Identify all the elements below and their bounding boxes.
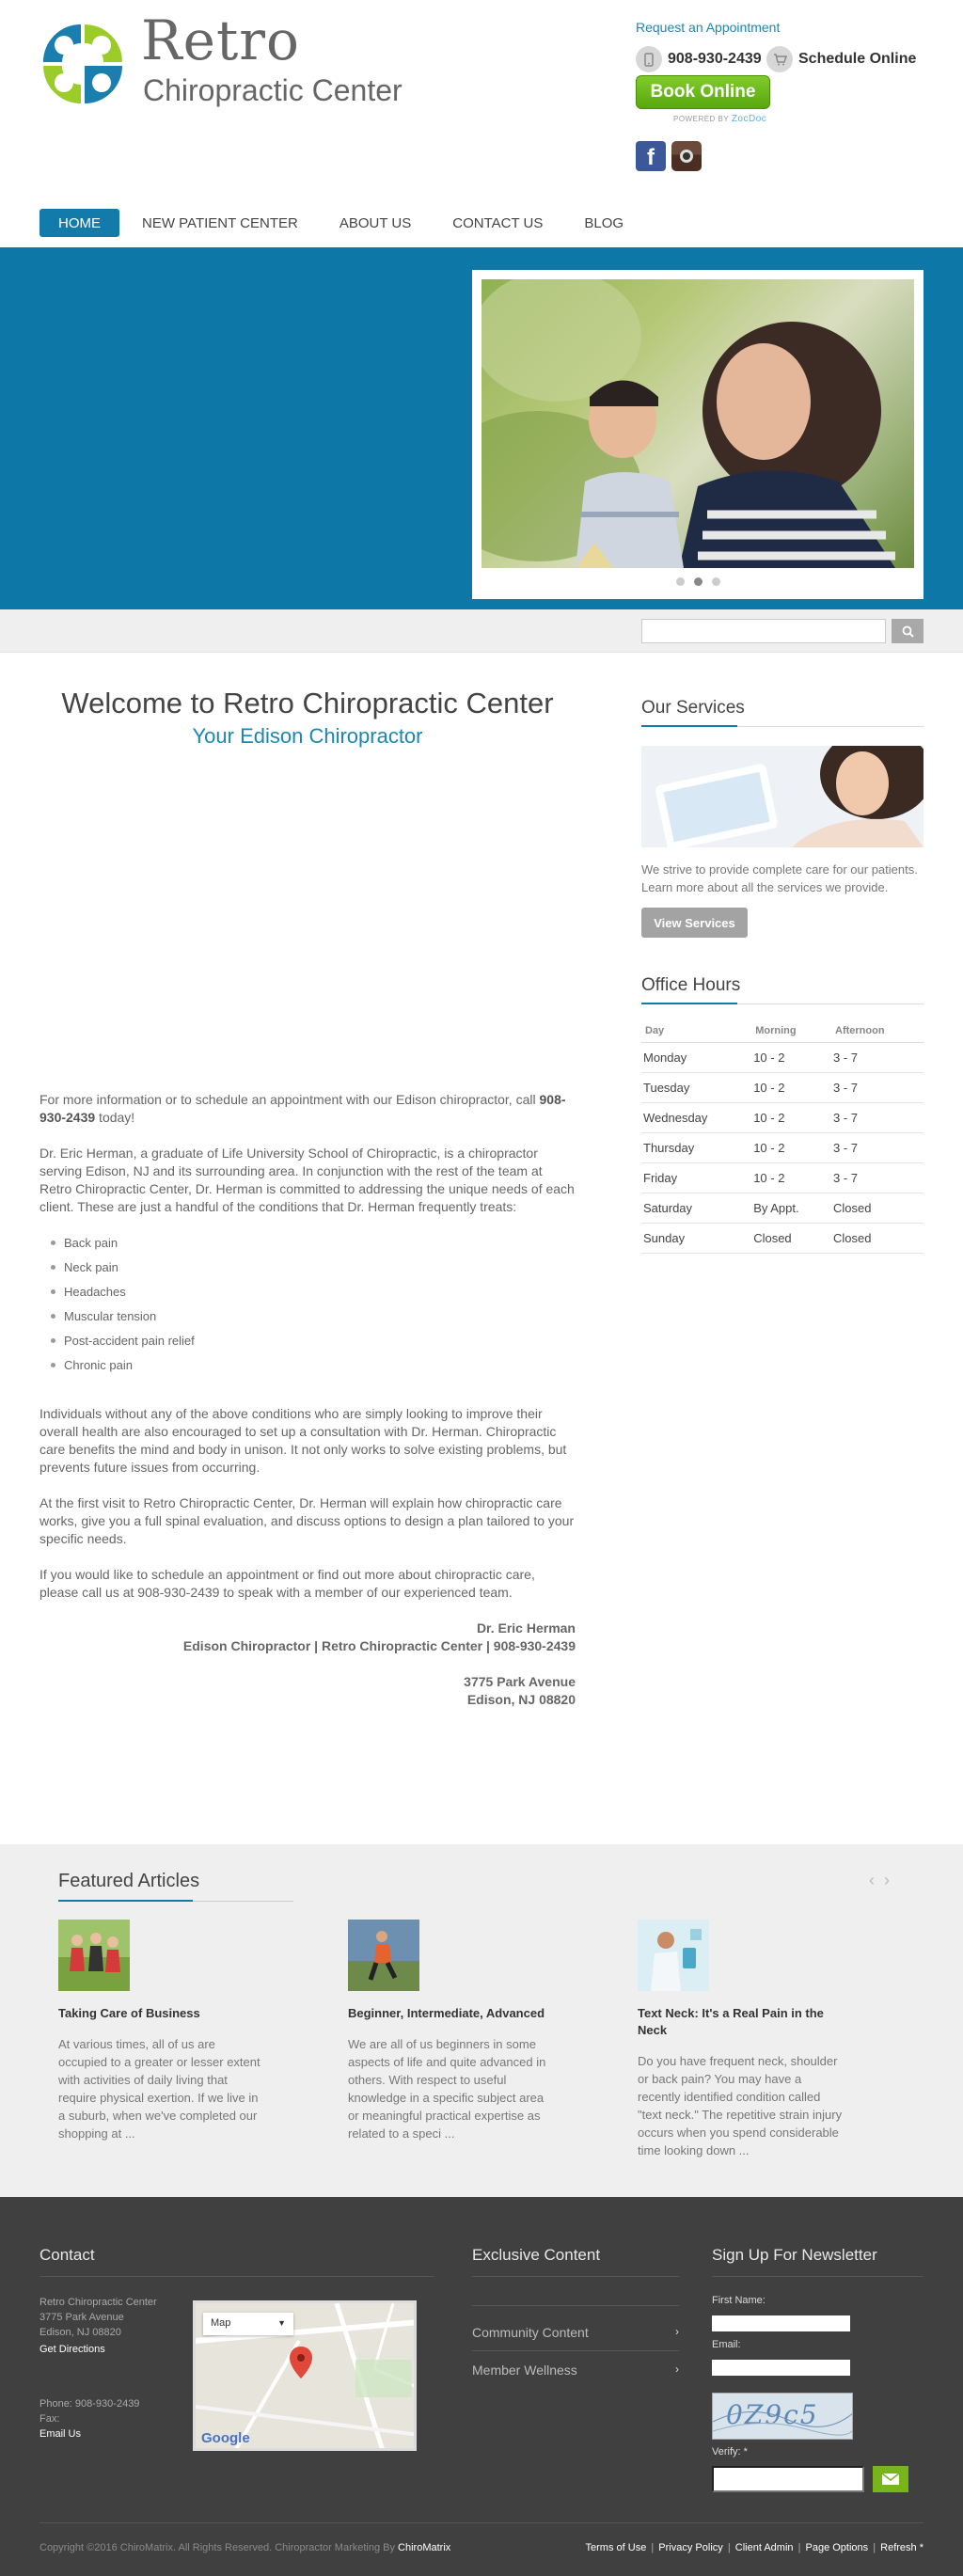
services-text: We strive to provide complete care for our patients. Learn more about all the services we provide. xyxy=(641,862,918,894)
site-header xyxy=(0,0,963,198)
footer-divider xyxy=(39,2522,924,2523)
client-admin-link[interactable]: Client Admin xyxy=(734,2542,794,2553)
exclusive-heading: Exclusive Content xyxy=(472,2246,601,2264)
intro-text-post: today! xyxy=(95,1110,135,1125)
email-us-link[interactable]: Email Us xyxy=(39,2428,82,2440)
contact-fax: Fax: xyxy=(39,2413,60,2425)
nav-contact-us[interactable]: CONTACT US xyxy=(452,214,544,231)
carousel-arrows xyxy=(869,1871,899,1890)
location-map[interactable] xyxy=(193,2300,417,2451)
intro-paragraph xyxy=(39,1091,576,1127)
article-excerpt: At various times, all of us are occupied to a greater or lesser extent with activities of daily living that require physical exertion. If we live in a suburb, when we've completed our shopping at ... xyxy=(58,2037,260,2141)
office-hours-table xyxy=(641,1019,924,1254)
article-image[interactable] xyxy=(58,1920,130,1991)
col-afternoon: Afternoon xyxy=(831,1019,924,1043)
main-heading xyxy=(39,687,576,749)
captcha-image xyxy=(712,2393,853,2440)
hours-day: Monday xyxy=(641,1043,751,1073)
contact-name: Retro Chiropractic Center xyxy=(39,2297,157,2308)
get-directions-link[interactable]: Get Directions xyxy=(39,2344,105,2355)
article-excerpt: We are all of us beginners in some aspects of life and quite advanced in others. With respect to useful knowledge in a specific subject area or meaningful practical expertise as related to a speci ... xyxy=(348,2037,546,2141)
schedule-online-label[interactable]: Schedule Online xyxy=(798,51,917,67)
article-card[interactable] xyxy=(348,1920,555,2142)
schedule-online[interactable] xyxy=(766,45,916,73)
chevron-down-icon: ▼ xyxy=(277,2318,286,2328)
slider-dots xyxy=(472,577,924,586)
hours-day: Tuesday xyxy=(641,1073,751,1103)
email-label: Email: xyxy=(712,2339,741,2350)
list-item: Back pain xyxy=(49,1234,576,1252)
address-street: 3775 Park Avenue xyxy=(464,1674,576,1689)
exclusive-item-label: Community Content xyxy=(472,2325,589,2340)
exclusive-divider xyxy=(472,2305,679,2306)
logo-icon[interactable] xyxy=(39,21,126,107)
hours-day: Thursday xyxy=(641,1133,751,1163)
featured-divider xyxy=(58,1901,293,1902)
brand-title[interactable]: Retro xyxy=(141,8,300,72)
schedule-paragraph: If you would like to schedule an appointment or find out more about chiropractic care, please call us at 908-930-2439 to speak with a member of our experienced team. xyxy=(39,1567,535,1600)
hours-morning: 10 - 2 xyxy=(751,1103,831,1133)
col-day: Day xyxy=(641,1019,751,1043)
table-row xyxy=(641,1224,924,1254)
article-title[interactable]: Beginner, Intermediate, Advanced xyxy=(348,2006,545,2020)
hours-afternoon: 3 - 7 xyxy=(831,1043,924,1073)
hours-morning: Closed xyxy=(751,1224,831,1254)
article-title[interactable]: Taking Care of Business xyxy=(58,2006,200,2020)
footer-links: Terms of Use | Privacy Policy | Client Admin | Page Options | Refresh * xyxy=(585,2542,924,2553)
exclusive-community-content[interactable] xyxy=(472,2325,679,2340)
site-footer xyxy=(0,2197,963,2576)
captcha-text: 0Z9c5 xyxy=(726,2399,819,2430)
facebook-icon[interactable]: f xyxy=(636,141,666,171)
contact-heading: Contact xyxy=(39,2246,95,2264)
services-image[interactable] xyxy=(641,746,924,847)
address xyxy=(39,1673,576,1709)
table-row xyxy=(641,1073,924,1103)
refresh-link[interactable]: Refresh * xyxy=(880,2542,924,2553)
exclusive-member-wellness[interactable] xyxy=(472,2363,679,2378)
hours-afternoon: 3 - 7 xyxy=(831,1073,924,1103)
google-logo: Google xyxy=(201,2430,250,2446)
slider-dot-3[interactable] xyxy=(712,577,720,586)
chevron-right-icon: › xyxy=(675,2325,679,2338)
copyright-text: Copyright ©2016 ChiroMatrix. All Rights Reserved. Chiropractor Marketing By xyxy=(39,2542,399,2553)
chiromatrix-link[interactable]: ChiroMatrix xyxy=(398,2542,451,2553)
conditions-list xyxy=(49,1234,576,1374)
search-button[interactable] xyxy=(892,619,924,643)
powered-by xyxy=(673,114,766,124)
envelope-icon xyxy=(881,2473,900,2486)
hours-day: Friday xyxy=(641,1163,751,1193)
services-heading: Our Services xyxy=(641,698,924,727)
intro-text-pre: For more information or to schedule an appointment with our Edison chiropractor, call xyxy=(39,1092,540,1107)
map-type-select[interactable] xyxy=(203,2313,293,2335)
hours-afternoon: 3 - 7 xyxy=(831,1163,924,1193)
chevron-right-icon[interactable]: › xyxy=(884,1871,899,1889)
contact-phone: Phone: 908-930-2439 xyxy=(39,2398,140,2410)
first-name-field[interactable] xyxy=(712,2315,850,2331)
chevron-left-icon[interactable]: ‹ xyxy=(869,1871,884,1889)
email-field[interactable] xyxy=(712,2360,850,2376)
contact-city: Edison, NJ 08820 xyxy=(39,2327,121,2338)
chevron-right-icon: › xyxy=(675,2363,679,2376)
first-visit-paragraph: At the first visit to Retro Chiropractic Center, Dr. Herman will explain how chiropractic care works, give you a full spinal evaluation, and discuss options to design a plan tailored to your specific needs. xyxy=(39,1495,575,1546)
featured-articles xyxy=(0,1844,963,2197)
copyright xyxy=(39,2542,450,2553)
view-services-button[interactable]: View Services xyxy=(641,908,748,938)
article-title[interactable]: Text Neck: It's a Real Pain in the Neck xyxy=(638,2006,824,2037)
map-type-label: Map xyxy=(211,2317,231,2329)
col-morning: Morning xyxy=(751,1019,831,1043)
intro-phone: 908-930-2439 xyxy=(39,1092,566,1125)
about-paragraph: Dr. Eric Herman, a graduate of Life University School of Chiropractic, is a chiropractor serving Edison, NJ and its surrounding area. In conjunction with the rest of the team at Retro Chiropractic Center, Dr. Herman is committed to addressing the unique needs of each client. These are just a handful of the conditions that Dr. Herman frequently treats: xyxy=(39,1146,575,1214)
image-slider[interactable] xyxy=(472,270,924,599)
nav-about-us[interactable]: ABOUT US xyxy=(339,214,412,231)
privacy-link[interactable]: Privacy Policy xyxy=(658,2542,723,2553)
verify-label: Verify: * xyxy=(712,2446,748,2457)
cart-icon xyxy=(766,46,793,72)
contact-divider xyxy=(39,2276,434,2277)
page-title: Welcome to Retro Chiropractic Center xyxy=(61,687,554,719)
newsletter-submit-button[interactable] xyxy=(873,2466,908,2492)
hours-afternoon: 3 - 7 xyxy=(831,1133,924,1163)
search-bar xyxy=(0,609,963,653)
sidebar xyxy=(641,698,924,1254)
article-image[interactable] xyxy=(348,1920,419,1991)
zocdoc-logo: ZocDoc xyxy=(731,114,767,124)
hours-afternoon: Closed xyxy=(831,1193,924,1224)
exclusive-divider xyxy=(472,2350,679,2351)
first-name-label: First Name: xyxy=(712,2295,766,2306)
list-item: Headaches xyxy=(49,1283,576,1301)
main-body xyxy=(39,1091,576,1727)
hours-day: Sunday xyxy=(641,1224,751,1254)
table-row xyxy=(641,1103,924,1133)
signature xyxy=(39,1620,576,1655)
article-image[interactable] xyxy=(638,1920,709,1991)
search-input[interactable] xyxy=(641,619,886,643)
nav-new-patient-center[interactable]: NEW PATIENT CENTER xyxy=(142,214,298,231)
exclusive-divider xyxy=(472,2276,679,2277)
featured-heading: Featured Articles xyxy=(58,1871,200,1891)
contact-phone-block xyxy=(39,2396,139,2442)
list-item: Muscular tension xyxy=(49,1307,576,1325)
search-icon xyxy=(902,625,914,638)
article-excerpt: Do you have frequent neck, shoulder or back pain? You may have a recently identified condition called "text neck." The repetitive strain injury occurs when you spend considerable time looking down ... xyxy=(638,2054,843,2157)
page-subtitle: Your Edison Chiropractor xyxy=(192,724,423,748)
brand-subtitle[interactable]: Chiropractic Center xyxy=(143,73,403,107)
hours-afternoon: 3 - 7 xyxy=(831,1103,924,1133)
table-row xyxy=(641,1163,924,1193)
nav-home[interactable]: HOME xyxy=(39,209,119,237)
slider-dot-1[interactable] xyxy=(676,577,685,586)
contact-address xyxy=(39,2295,157,2357)
address-city: Edison, NJ 08820 xyxy=(466,1692,576,1707)
slide-image xyxy=(482,279,914,568)
hours-day: Saturday xyxy=(641,1193,751,1224)
hours-morning: 10 - 2 xyxy=(751,1163,831,1193)
newsletter-heading: Sign Up For Newsletter xyxy=(712,2246,877,2264)
slider-dot-2[interactable] xyxy=(694,577,703,586)
hours-morning: 10 - 2 xyxy=(751,1073,831,1103)
signature-name: Dr. Eric Herman xyxy=(476,1620,576,1636)
list-item: Neck pain xyxy=(49,1258,576,1276)
table-row xyxy=(641,1043,924,1073)
hours-day: Wednesday xyxy=(641,1103,751,1133)
book-online-button[interactable]: Book Online xyxy=(636,75,770,109)
office-hours-heading: Office Hours xyxy=(641,975,924,1004)
table-header-row xyxy=(641,1019,924,1043)
verify-field[interactable] xyxy=(712,2466,864,2492)
list-item: Post-accident pain relief xyxy=(49,1332,576,1350)
instagram-icon[interactable] xyxy=(671,141,702,171)
terms-link[interactable]: Terms of Use xyxy=(585,2542,647,2553)
wellness-paragraph: Individuals without any of the above conditions who are simply looking to improve their overall health are also encouraged to set up a consultation with Dr. Herman. Chiropractic care benefits the mind and body in unison. It not only works to solve existing problems, but prevents future issues from occurring. xyxy=(39,1406,567,1475)
hours-morning: By Appt. xyxy=(751,1193,831,1224)
table-row xyxy=(641,1193,924,1224)
hours-afternoon: Closed xyxy=(831,1224,924,1254)
table-row xyxy=(641,1133,924,1163)
hours-morning: 10 - 2 xyxy=(751,1133,831,1163)
phone-icon xyxy=(636,46,662,72)
list-item: Chronic pain xyxy=(49,1356,576,1374)
phone-number[interactable]: 908-930-2439 xyxy=(668,51,762,67)
main-nav xyxy=(39,209,646,237)
article-card[interactable] xyxy=(638,1920,845,2159)
request-appointment-link[interactable]: Request an Appointment xyxy=(636,20,781,35)
contact-street: 3775 Park Avenue xyxy=(39,2312,124,2323)
article-card[interactable] xyxy=(58,1920,265,2142)
page-options-link[interactable]: Page Options xyxy=(805,2542,869,2553)
nav-blog[interactable]: BLOG xyxy=(584,214,624,231)
powered-by-label: POWERED BY xyxy=(673,115,730,123)
hours-morning: 10 - 2 xyxy=(751,1043,831,1073)
signature-line: Edison Chiropractor | Retro Chiropractic Center | 908-930-2439 xyxy=(182,1638,576,1653)
newsletter-divider xyxy=(712,2276,924,2277)
phone-contact[interactable] xyxy=(636,45,762,73)
exclusive-item-label: Member Wellness xyxy=(472,2363,577,2378)
